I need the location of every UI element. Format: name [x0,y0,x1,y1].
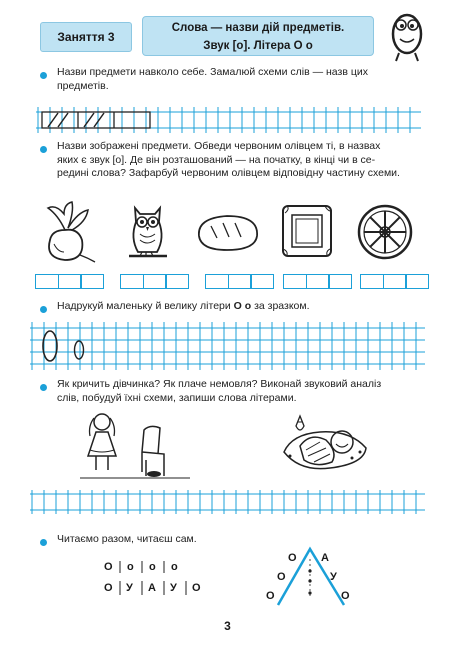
triangle-letter: О [266,590,275,602]
sound-box[interactable] [283,274,307,289]
triangle-letter: О [288,552,297,564]
page-number: 3 [224,619,231,633]
sound-box[interactable] [58,274,82,289]
task-2-line: яких є звук [о]. Де він розташований — на початку, в кінці чи в се- [57,153,376,166]
task-bullet [40,146,47,153]
word-schema[interactable] [205,274,273,289]
task-bullet [40,384,47,391]
task-bullet [40,539,47,546]
word-schema[interactable] [35,274,103,289]
crying-baby-icon [280,412,370,474]
sound-box[interactable] [80,274,104,289]
triangle-letter: А [321,552,329,564]
answer-grid[interactable] [30,490,425,514]
task-3-text-part: за зразком. [251,300,310,312]
sound-box[interactable] [405,274,429,289]
sound-box[interactable] [35,274,59,289]
frame-icon [280,203,335,261]
task-5-text: Читаємо разом, читаєш сам. [57,533,197,545]
reading-letter: о [127,561,134,573]
reading-letter: А [148,582,156,594]
sound-box[interactable] [328,274,352,289]
reading-letter: О [104,582,113,594]
task-1-line: предметів. [57,79,109,92]
sound-box[interactable] [205,274,229,289]
reading-letter: О [192,582,201,594]
crying-girl-scene-icon [80,408,190,480]
reading-letter: У [170,582,177,594]
word-schemas-row [0,274,455,290]
letter-o-mascot-icon [385,8,430,63]
word-schema[interactable] [283,274,351,289]
task-3-letters: О о [233,300,252,312]
lesson-title [142,16,374,56]
sound-box[interactable] [143,274,167,289]
handwriting-grid[interactable] [30,322,425,370]
task-1-line: Назви предмети навколо себе. Замалюй схеми слів — назв цих [57,66,368,78]
reading-letter: о [149,561,156,573]
word-schema[interactable] [360,274,428,289]
sound-box[interactable] [165,274,189,289]
task-4-text [57,378,432,405]
task-2-line: Назви зображені предмети. Обведи червоним олівцем ті, в назвах [57,140,381,152]
task-4-line: Як кричить дівчинка? Як плаче немовля? Виконай звуковий аналіз [57,378,382,390]
triangle-letter: О [277,571,286,583]
reading-table [100,555,220,605]
task-4-line: слів, побудуй їхні схеми, запиши слова літерами. [57,391,297,404]
title-line-2: Звук [о]. Літера О о [203,40,313,52]
triangle-letter: У [330,571,337,583]
reading-letter: о [171,561,178,573]
triangle-letter: О [341,590,350,602]
task-bullet [40,306,47,313]
bread-icon [193,210,263,255]
task-2-text [57,140,432,181]
wheel-icon [355,202,415,262]
lesson-label: Заняття 3 [40,22,132,52]
title-line-1: Слова — назви дій предметів. [171,22,345,34]
sound-box[interactable] [120,274,144,289]
sound-box[interactable] [228,274,252,289]
task-3-text [57,300,427,314]
sound-box[interactable] [360,274,384,289]
sound-box[interactable] [250,274,274,289]
schema-grid-1 [36,107,421,133]
reading-letter: У [126,582,133,594]
task-2-line: редині слова? Зафарбуй червоним олівцем відповідну частину схеми. [57,167,400,179]
task-bullet [40,72,47,79]
task-3-text-part: Надрукуй маленьку й велику літери [57,300,234,312]
sound-box[interactable] [383,274,407,289]
word-schema[interactable] [120,274,188,289]
sound-box[interactable] [306,274,330,289]
task-1-text [57,66,427,93]
owl-icon [125,200,170,265]
beet-icon [40,200,100,265]
reading-letter: О [104,561,113,573]
